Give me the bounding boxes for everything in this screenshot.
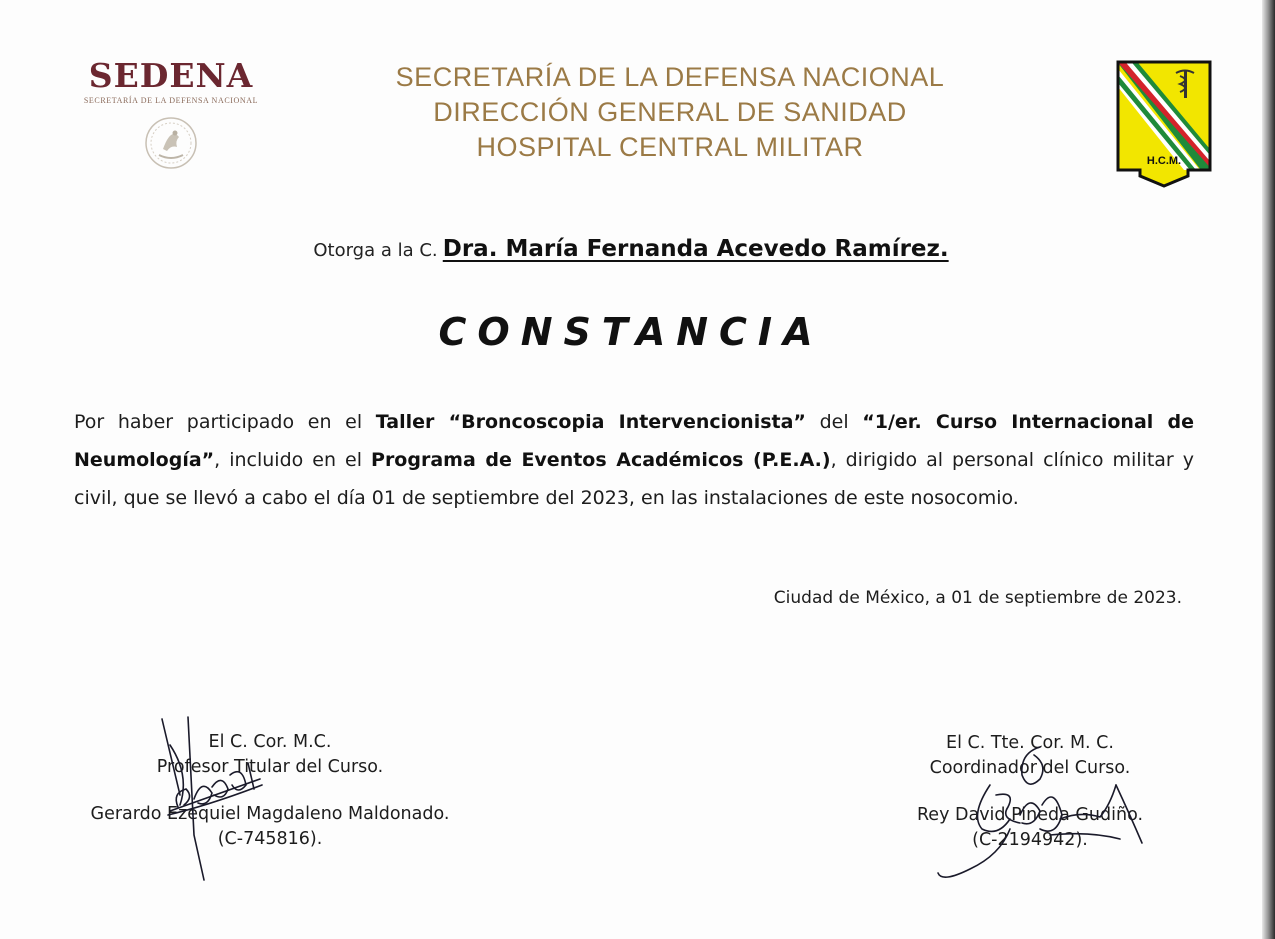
place-and-date: Ciudad de México, a 01 de septiembre de 2023. [773,588,1182,608]
institution-header [340,60,1000,165]
hcm-shield-icon [1114,58,1214,188]
course-name: “1/er. Curso Internacional de Neumología” [74,411,1194,471]
signatory-id: (C-745816). [217,829,323,849]
sedena-logo [64,58,278,171]
body-text-3: , incluido en el [214,449,372,471]
signatory-role: Coordinador del Curso. [929,758,1131,778]
signatory-name: Rey David Pineda Gudiño. [916,805,1144,825]
header-line-hospital: HOSPITAL CENTRAL MILITAR [476,132,864,162]
signature-block-right [880,731,1180,853]
workshop-name: Taller “Broncoscopia Intervencionista” [375,411,806,433]
body-text-1: Por haber participado en el [74,411,376,433]
header-line-secretaria: SECRETARÍA DE LA DEFENSA NACIONAL [395,62,945,92]
signatory-id: (C-2194942). [972,830,1088,850]
signatory-name: Gerardo Ezequiel Magdaleno Maldonado. [90,804,450,824]
certificate-body [74,403,1194,517]
mexican-eagle-seal-icon [141,115,201,171]
program-name: Programa de Eventos Académicos (P.E.A.) [371,449,831,471]
body-text-2: del [805,411,863,433]
certificate-title: CONSTANCIA [438,310,824,354]
body-text-4: , dirigido al personal clínico militar y civil, que se llevó a cabo el día 01 de septiembre del 2023, en las instalaciones de este nosocomio. [74,449,1195,509]
signatory-rank: El C. Cor. M.C. [208,732,332,752]
recipient-name: Dra. María Fernanda Acevedo Ramírez. [442,236,949,262]
shield-text: H.C.M. [1146,155,1182,167]
signatory-rank: El C. Tte. Cor. M. C. [946,733,1114,753]
header-line-direccion: DIRECCIÓN GENERAL DE SANIDAD [433,97,907,127]
recipient-line [0,236,1262,262]
signatory-role: Profesor Titular del Curso. [156,757,384,777]
recipient-prefix: Otorga a la C. [313,240,438,261]
sedena-logo-text: SEDENA [88,56,254,95]
paper-edge-shadow [1262,0,1275,939]
sedena-logo-subtext: SECRETARÍA DE LA DEFENSA NACIONAL [83,96,259,105]
signature-block-left [40,730,500,852]
